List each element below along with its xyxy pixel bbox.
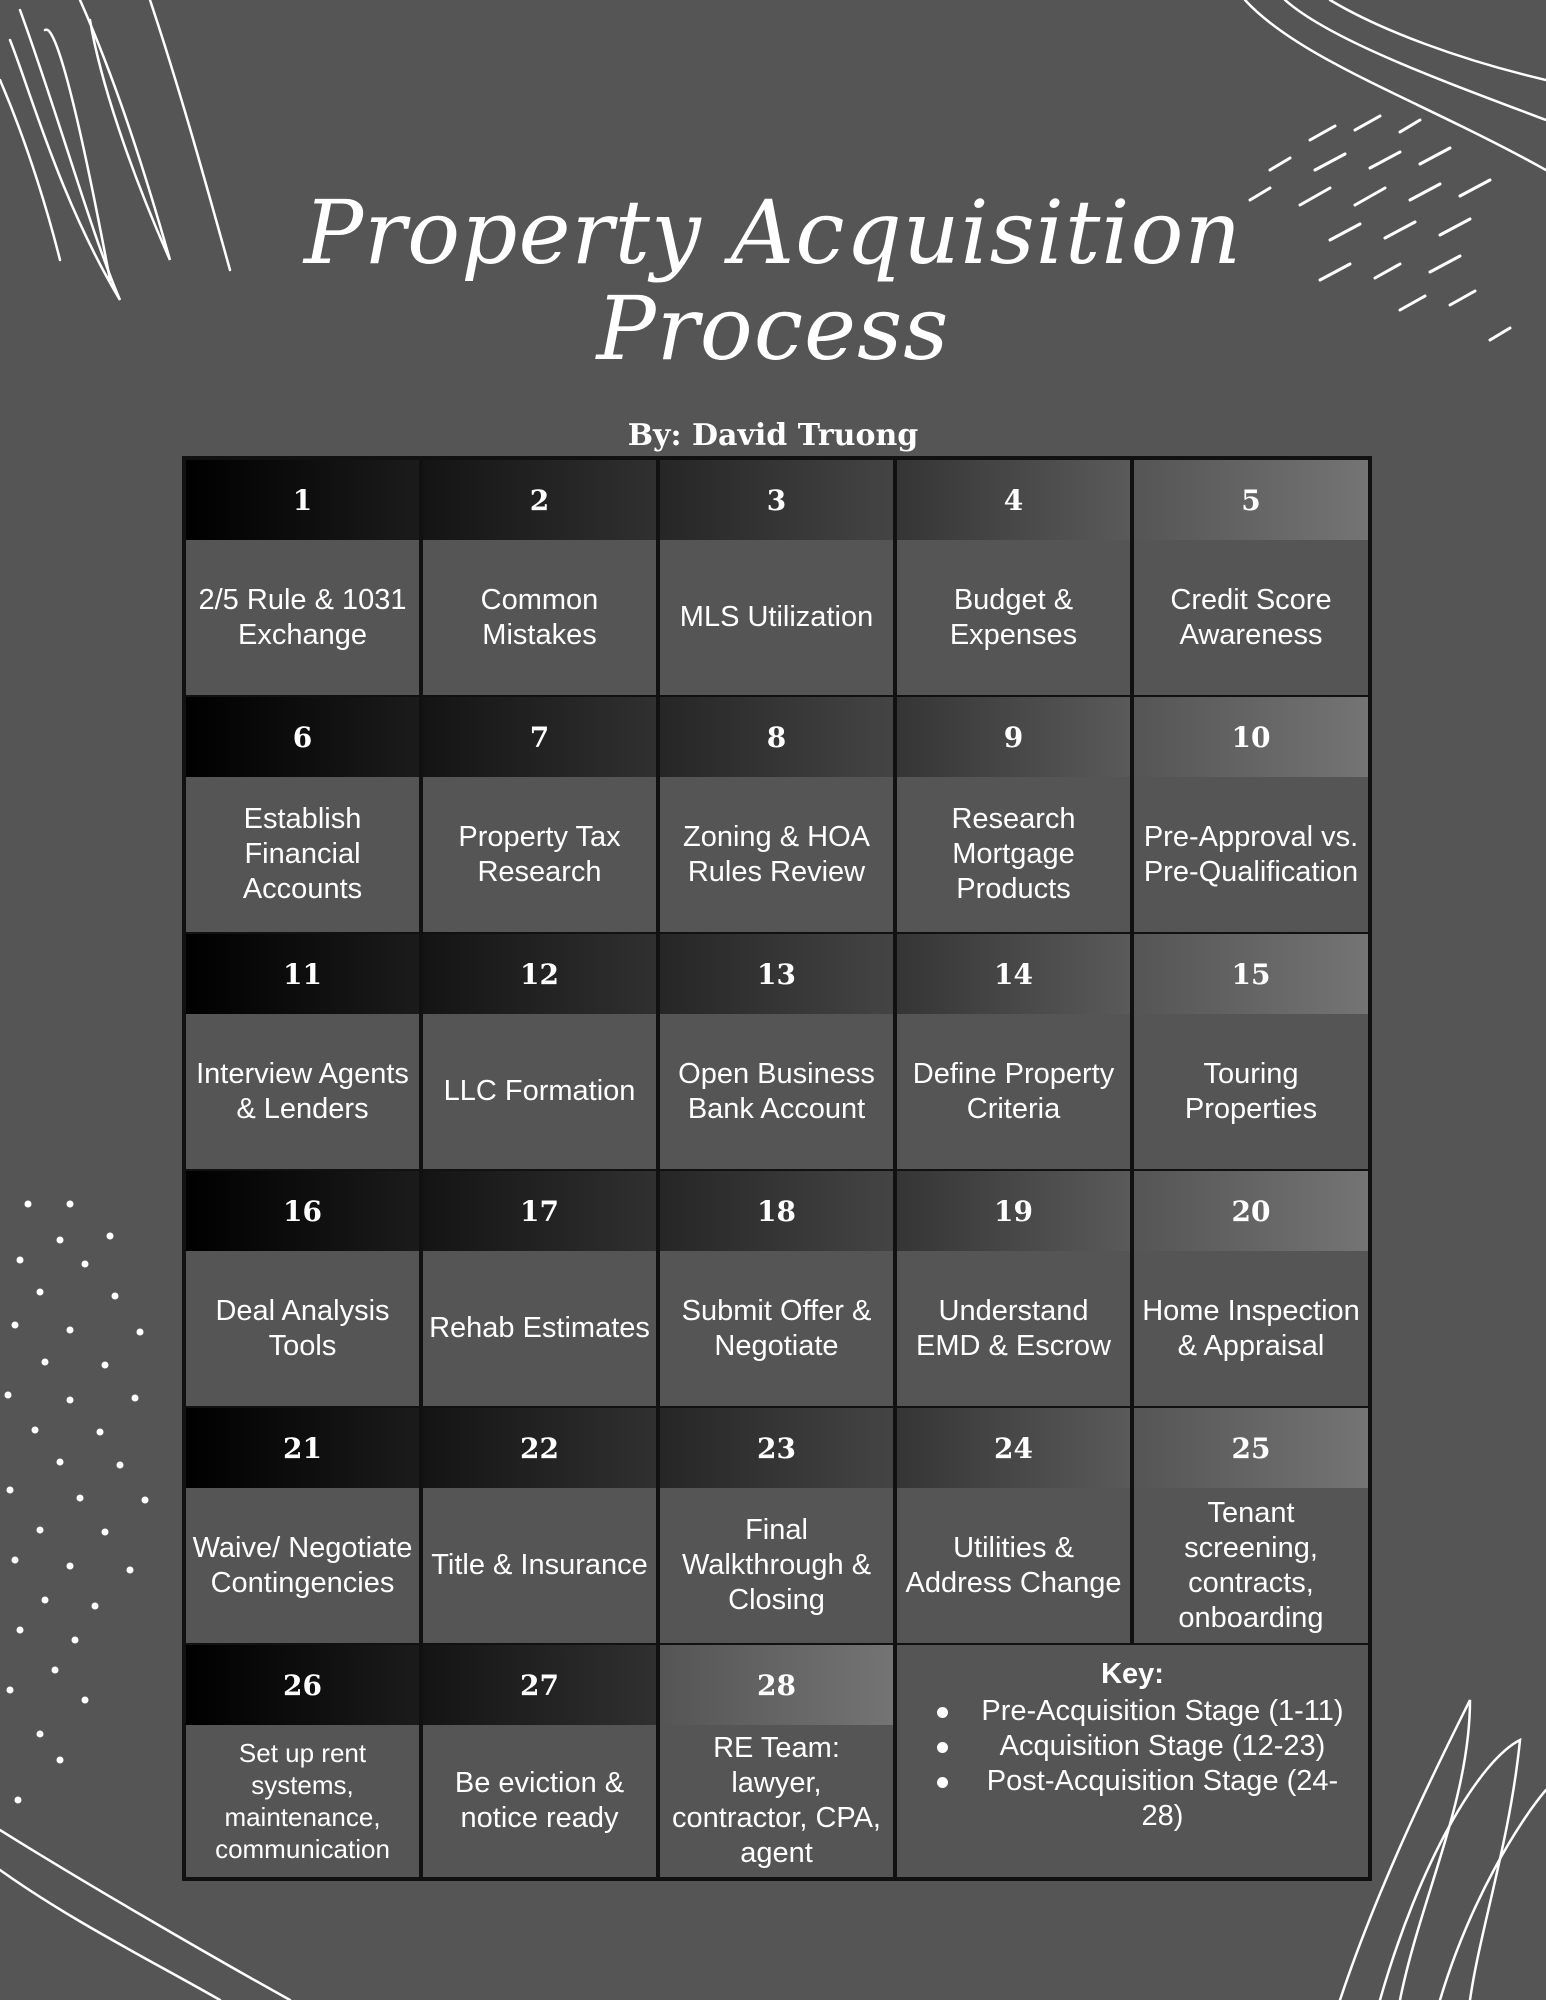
step-2 [423,460,656,695]
step-number: 12 [423,934,656,1014]
key-item-post-acquisition: Post-Acquisition Stage (24-28) [919,1764,1346,1834]
step-number: 22 [423,1408,656,1488]
step-number: 28 [660,1645,893,1725]
step-label: Rehab Estimates [423,1251,656,1406]
step-label: Interview Agents & Lenders [186,1014,419,1169]
step-6 [186,697,419,932]
step-label: Property Tax Research [423,777,656,932]
step-label: Deal Analysis Tools [186,1251,419,1406]
step-23 [660,1408,893,1643]
step-20 [1134,1171,1368,1406]
step-label: Title & Insurance [423,1488,656,1643]
step-label: MLS Utilization [660,540,893,695]
step-18 [660,1171,893,1406]
process-grid [182,456,1372,1881]
step-number: 2 [423,460,656,540]
step-16 [186,1171,419,1406]
step-9 [897,697,1130,932]
step-label: Final Walkthrough & Closing [660,1488,893,1643]
step-number: 16 [186,1171,419,1251]
step-number: 4 [897,460,1130,540]
legend-key [897,1645,1368,1877]
step-28 [660,1645,893,1877]
step-8 [660,697,893,932]
step-label: Budget & Expenses [897,540,1130,695]
step-label: RE Team: lawyer, contractor, CPA, agent [660,1725,893,1877]
step-25 [1134,1408,1368,1643]
step-number: 15 [1134,934,1368,1014]
step-number: 9 [897,697,1130,777]
step-21 [186,1408,419,1643]
step-number: 27 [423,1645,656,1725]
step-11 [186,934,419,1169]
step-label: Research Mortgage Products [897,777,1130,932]
step-27 [423,1645,656,1877]
step-1 [186,460,419,695]
step-26 [186,1645,419,1877]
key-title: Key: [1101,1658,1164,1690]
author-byline: By: David Truong [627,418,919,453]
step-4 [897,460,1130,695]
step-5 [1134,460,1368,695]
step-number: 26 [186,1645,419,1725]
step-label: 2/5 Rule & 1031 Exchange [186,540,419,695]
step-label: Open Business Bank Account [660,1014,893,1169]
title-line-2: Process [596,277,950,380]
step-label: Understand EMD & Escrow [897,1251,1130,1406]
step-label: Submit Offer & Negotiate [660,1251,893,1406]
step-number: 21 [186,1408,419,1488]
step-number: 25 [1134,1408,1368,1488]
key-item-pre-acquisition: Pre-Acquisition Stage (1-11) [919,1694,1346,1729]
step-22 [423,1408,656,1643]
step-number: 11 [186,934,419,1014]
step-label: Establish Financial Accounts [186,777,419,932]
step-label: Set up rent systems, maintenance, communication [186,1725,419,1877]
step-17 [423,1171,656,1406]
step-14 [897,934,1130,1169]
step-label: Home Inspection & Appraisal [1134,1251,1368,1406]
step-label: Be eviction & notice ready [423,1725,656,1877]
step-number: 24 [897,1408,1130,1488]
step-10 [1134,697,1368,932]
step-number: 19 [897,1171,1130,1251]
title-line-1: Property Acquisition [303,181,1243,284]
step-number: 18 [660,1171,893,1251]
step-number: 14 [897,934,1130,1014]
step-number: 1 [186,460,419,540]
key-item-acquisition: Acquisition Stage (12-23) [919,1729,1346,1764]
step-7 [423,697,656,932]
step-number: 3 [660,460,893,540]
step-13 [660,934,893,1169]
step-number: 7 [423,697,656,777]
step-19 [897,1171,1130,1406]
step-label: Utilities & Address Change [897,1488,1130,1643]
step-label: Pre-Approval vs. Pre-Qualification [1134,777,1368,932]
step-3 [660,460,893,695]
page-title [0,181,1546,380]
step-24 [897,1408,1130,1643]
step-label: LLC Formation [423,1014,656,1169]
step-number: 5 [1134,460,1368,540]
step-label: Waive/ Negotiate Contingencies [186,1488,419,1643]
step-label: Define Property Criteria [897,1014,1130,1169]
step-12 [423,934,656,1169]
step-number: 13 [660,934,893,1014]
step-number: 6 [186,697,419,777]
step-label: Common Mistakes [423,540,656,695]
step-number: 8 [660,697,893,777]
step-number: 20 [1134,1171,1368,1251]
step-15 [1134,934,1368,1169]
step-label: Credit Score Awareness [1134,540,1368,695]
step-number: 17 [423,1171,656,1251]
step-number: 10 [1134,697,1368,777]
step-number: 23 [660,1408,893,1488]
step-label: Tenant screening, contracts, onboarding [1134,1488,1368,1643]
step-label: Zoning & HOA Rules Review [660,777,893,932]
step-label: Touring Properties [1134,1014,1368,1169]
key-list [919,1694,1346,1834]
